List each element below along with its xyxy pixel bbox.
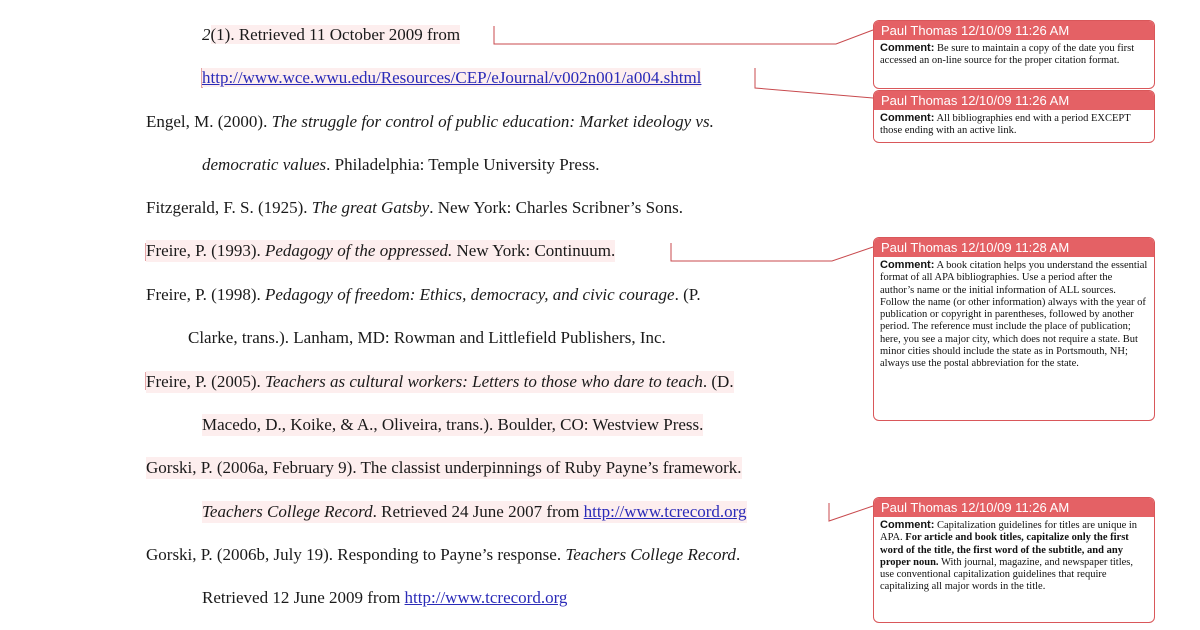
reference-line xyxy=(146,240,615,262)
reference-publisher: . Philadelphia: Temple University Press. xyxy=(326,155,600,174)
comment-text: Capitalization guidelines for titles are unique in APA. xyxy=(880,520,1138,544)
comment-label: Comment: xyxy=(880,112,935,124)
comment-text: Be sure to maintain a copy of the date you first accessed an on-line source for the proper citation format. xyxy=(880,43,1135,67)
reference-line xyxy=(202,24,460,46)
comment-header: Paul Thomas 12/10/09 11:26 AM xyxy=(874,498,1154,517)
reference-line xyxy=(146,111,714,133)
reference-line xyxy=(146,371,734,393)
reference-author: Freire, P. (1993). xyxy=(146,241,265,260)
comment-body xyxy=(874,110,1154,141)
reference-text: . (P. xyxy=(674,285,701,304)
reference-text: Retrieved 12 June 2009 from xyxy=(202,588,405,607)
reference-text: Gorski, P. (2006a, February 9). The classist underpinnings of Ruby Payne’s framework. xyxy=(146,458,742,477)
comment-header: Paul Thomas 12/10/09 11:28 AM xyxy=(874,238,1154,257)
comment-body xyxy=(874,40,1154,71)
reference-line xyxy=(202,67,701,89)
reference-title: Pedagogy of freedom: Ethics, democracy, and civic courage xyxy=(264,285,675,304)
reference-title: Teachers College Record xyxy=(202,502,373,521)
reference-link[interactable]: http://www.wce.wwu.edu/Resources/CEP/eJournal/v002n001/a004.shtml xyxy=(202,68,702,87)
reference-line xyxy=(146,544,740,566)
reference-line xyxy=(188,327,666,349)
reference-author: Fitzgerald, F. S. (1925). xyxy=(146,198,312,217)
reference-line xyxy=(202,154,599,176)
reference-line xyxy=(146,284,701,306)
reference-author: Engel, M. (2000). xyxy=(146,112,272,131)
reference-line xyxy=(202,501,747,523)
reference-line xyxy=(146,457,742,479)
reference-title: democratic values xyxy=(202,155,327,174)
reference-line xyxy=(202,414,703,436)
comment-balloon[interactable] xyxy=(873,497,1155,623)
reference-author: Freire, P. (2005). xyxy=(146,372,265,391)
comment-bold-text: For article and book titles, capitalize only the first word of the title, the first word of the subtitle, and any proper noun. xyxy=(880,532,1129,568)
comment-balloon[interactable] xyxy=(873,237,1155,421)
comment-text: A book citation helps you understand the essential format of all APA bibliographies. Use a period after the author’s name or the initial information of ALL sources. Follow the name (or other information) always with the year of publication or copyright in parentheses, followed by another period. The reference must include the place of publication; here, you see a major city, which does not require a state. But minor cities should include the state as in Portsmouth, NH; always use the postal abbreviation for the state. xyxy=(880,260,1148,370)
reference-link[interactable]: http://www.tcrecord.org xyxy=(404,588,568,607)
reference-title: Pedagogy of the oppressed. xyxy=(264,241,453,260)
reference-title: Teachers College Record xyxy=(565,545,736,564)
reference-title: Teachers as cultural workers: Letters to those who dare to teach xyxy=(264,372,703,391)
reference-publisher: New York: Continuum. xyxy=(452,241,616,260)
reference-title: The great Gatsby xyxy=(311,198,430,217)
comment-text: All bibliographies end with a period EXCEPT those ending with an active link. xyxy=(880,113,1131,137)
reference-text: . (D. xyxy=(702,372,734,391)
comment-label: Comment: xyxy=(880,42,935,54)
comment-body xyxy=(874,257,1154,374)
reference-line xyxy=(202,587,567,609)
reference-link[interactable]: http://www.tcrecord.org xyxy=(583,502,747,521)
comment-body xyxy=(874,517,1154,597)
comment-label: Comment: xyxy=(880,519,935,531)
volume-number: 2 xyxy=(202,25,211,44)
comment-balloon[interactable] xyxy=(873,20,1155,89)
comment-text: With journal, magazine, and newspaper titles, use conventional capitalization guidelines that require capitalizing all major words in the title. xyxy=(880,556,1134,593)
reference-text: . xyxy=(735,545,741,564)
reference-text: Gorski, P. (2006b, July 19). Responding to Payne’s response. xyxy=(146,545,566,564)
reference-line xyxy=(146,197,683,219)
comment-header: Paul Thomas 12/10/09 11:26 AM xyxy=(874,21,1154,40)
comment-balloon[interactable] xyxy=(873,90,1155,143)
reference-text: . Retrieved 24 June 2007 from xyxy=(372,502,584,521)
comment-label: Comment: xyxy=(880,259,935,271)
reference-text: (1). Retrieved 11 October 2009 from xyxy=(210,25,461,44)
reference-author: Freire, P. (1998). xyxy=(146,285,265,304)
reference-publisher: Clarke, trans.). Lanham, MD: Rowman and Littlefield Publishers, Inc. xyxy=(188,328,666,347)
reference-publisher: . New York: Charles Scribner’s Sons. xyxy=(429,198,683,217)
comment-header: Paul Thomas 12/10/09 11:26 AM xyxy=(874,91,1154,110)
reference-publisher: Macedo, D., Koike, & A., Oliveira, trans.). Boulder, CO: Westview Press. xyxy=(202,415,704,434)
reference-title: The struggle for control of public education: Market ideology vs. xyxy=(271,112,714,131)
